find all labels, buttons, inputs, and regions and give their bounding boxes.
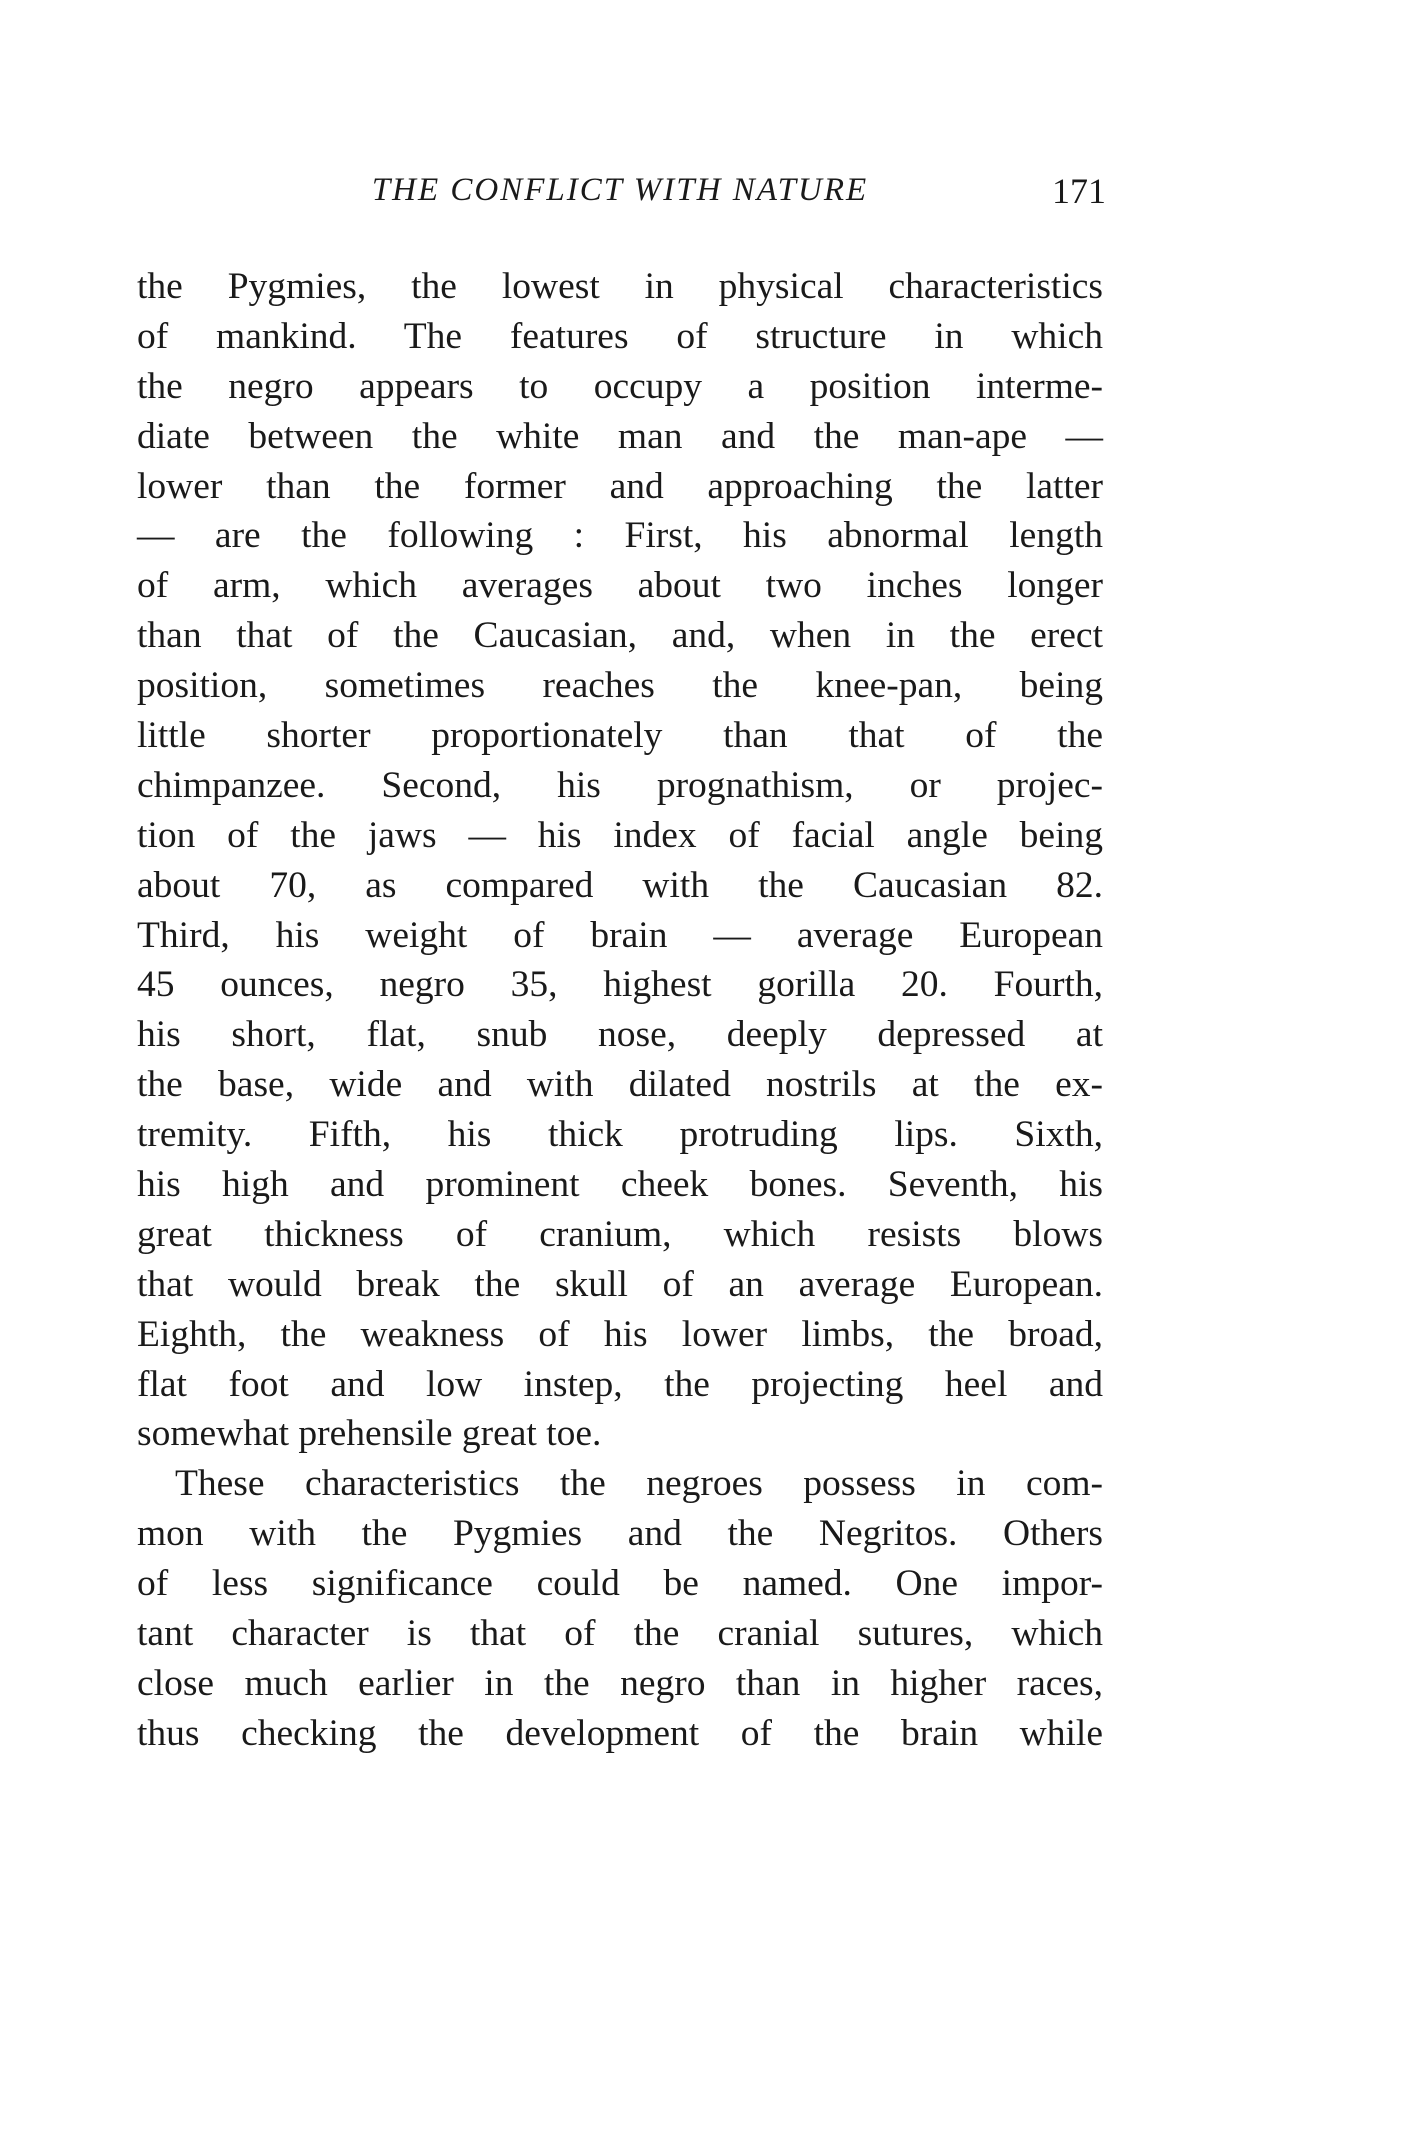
text-line: These characteristics the negroes possess in com- (175, 1463, 1103, 1505)
text-line: tion of the jaws — his index of facial angle being (137, 814, 1103, 856)
text-line: thus checking the development of the brain while (137, 1712, 1103, 1754)
text-line: diate between the white man and the man-ape — (137, 415, 1103, 457)
text-line: 45 ounces, negro 35, highest gorilla 20. Fourth, (137, 964, 1103, 1006)
text-line: than that of the Caucasian, and, when in the erect (137, 615, 1103, 657)
text-line: flat foot and low instep, the projecting heel and (137, 1363, 1103, 1405)
text-line: tremity. Fifth, his thick protruding lips. Sixth, (137, 1114, 1103, 1156)
page-number: 171 (1052, 171, 1106, 211)
text-line: little shorter proportionately than that of the (137, 715, 1103, 757)
text-line: the base, wide and with dilated nostrils at the ex- (137, 1064, 1103, 1106)
text-line: his short, flat, snub nose, deeply depressed at (137, 1014, 1103, 1056)
running-head-title: THE CONFLICT WITH NATURE (371, 172, 869, 208)
text-line: tant character is that of the cranial sutures, which (137, 1613, 1103, 1655)
text-line: the negro appears to occupy a position interme- (137, 365, 1103, 407)
text-line: of less significance could be named. One impor- (137, 1563, 1103, 1605)
body-text (137, 262, 1103, 1759)
text-line: his high and prominent cheek bones. Seventh, his (137, 1164, 1103, 1206)
text-line: of mankind. The features of structure in which (137, 315, 1103, 357)
text-line: — are the following : First, his abnormal length (137, 515, 1103, 557)
text-line: somewhat prehensile great toe. (137, 1413, 602, 1455)
text-line: of arm, which averages about two inches longer (137, 565, 1103, 607)
text-line: that would break the skull of an average European. (137, 1263, 1103, 1305)
text-line: mon with the Pygmies and the Negritos. Others (137, 1513, 1103, 1555)
text-line: the Pygmies, the lowest in physical characteristics (137, 266, 1103, 307)
text-line: chimpanzee. Second, his prognathism, or projec- (137, 764, 1103, 806)
text-line: about 70, as compared with the Caucasian 82. (137, 864, 1103, 906)
text-line: close much earlier in the negro than in higher races, (137, 1662, 1103, 1704)
text-line: great thickness of cranium, which resists blows (137, 1213, 1103, 1255)
text-line: position, sometimes reaches the knee-pan, being (137, 665, 1103, 707)
text-line: lower than the former and approaching the latter (137, 465, 1103, 507)
text-line: Eighth, the weakness of his lower limbs, the broad, (137, 1313, 1103, 1355)
text-line: Third, his weight of brain — average European (137, 914, 1103, 956)
